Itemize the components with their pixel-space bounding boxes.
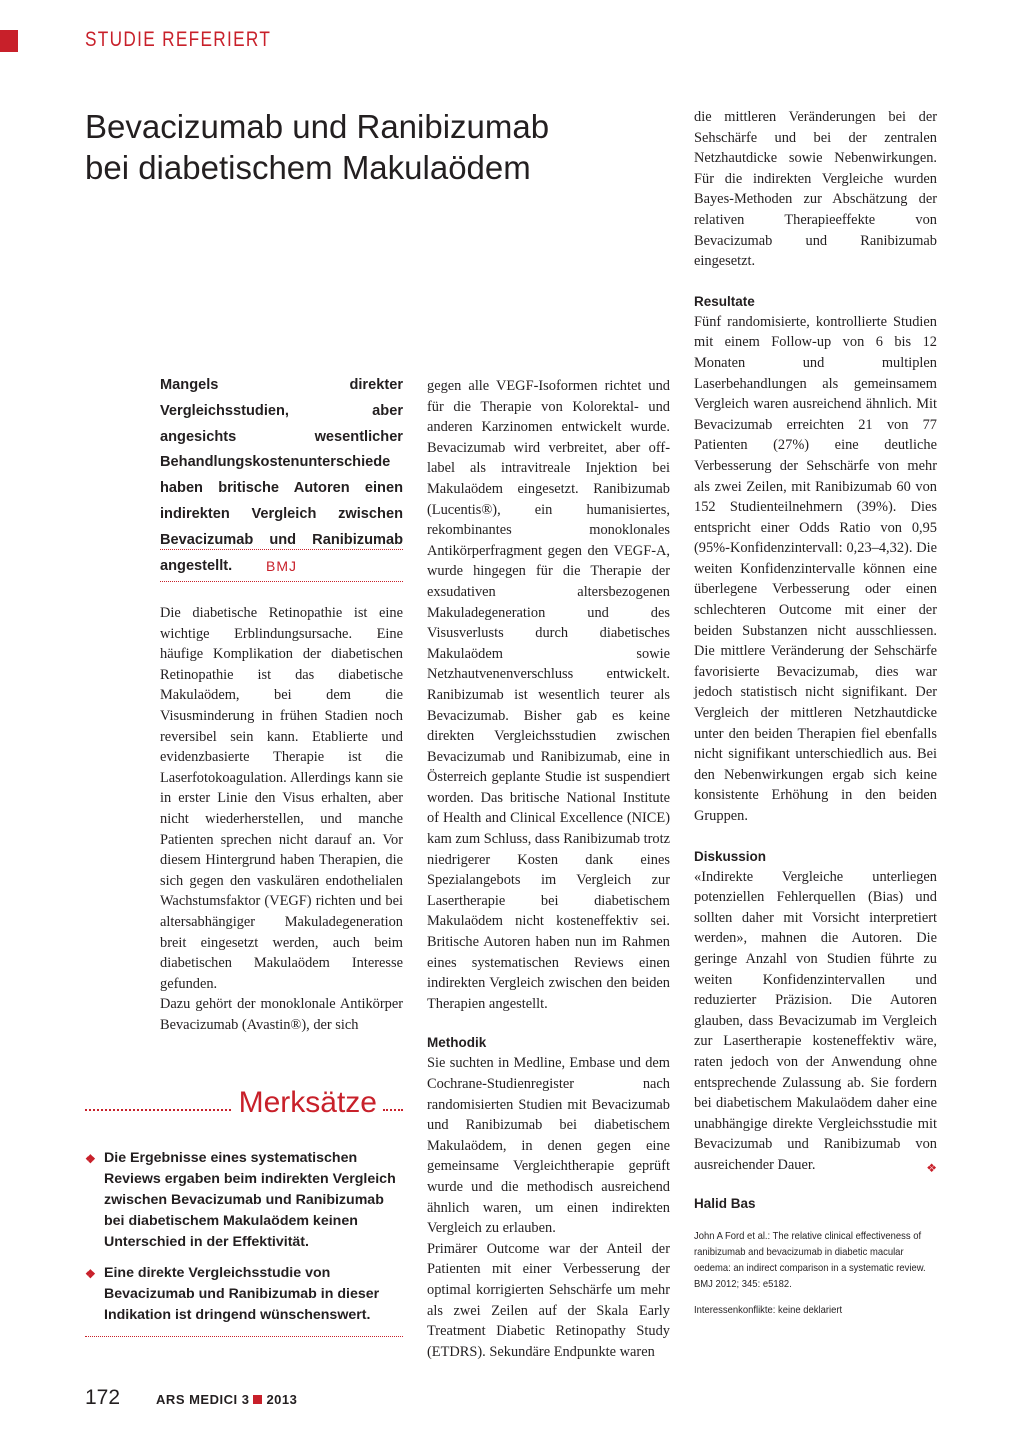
title-line-2: bei diabetischem Makulaödem: [85, 149, 531, 186]
body-paragraph: gegen alle VEGF-Isoformen richtet und für die Therapie von Kolorektal- und anderen Karzinomen entwickelt wurde. Bevacizumab wird verbreitet, aber off-label als intravitreale Injektion bei Makulaödem eingesetzt. Ranibizumab (Lucentis®), ein humanisiertes, rekombinantes monoklonales Antikörperfragment gegen den VEGF-A, wurde hingegen für die Therapie der exsudativen altersbezogenen Makuladegeneration und des Visusverlusts durch diabetisches Makulaödem sowie Netzhautvenenverschluss entwickelt. Ranibizumab ist wesentlich teurer als Bevacizumab. Bisher gab es keine direkten Vergleichsstudien zwischen Bevacizumab und Ranibizumab, eine in Österreich geplante Studie ist suspendiert worden. Das britische National Institute of Health and Clinical Excellence (NICE) kam zum Schluss, dass Ranibizumab trotz niedrigerer Kosten dank eines Spezialangebots im Vergleich zur Lasertherapie bei diabetischem Makulaödem nicht kosteneffektiv sei. Britische Autoren haben nun im Rahmen eines systematischen Reviews einen indirekten Vergleich zwischen den beiden Therapien angestellt.: [427, 378, 671, 1012]
body-paragraph: die mittleren Veränderungen bei der Sehschärfe und bei der zentralen Netzhautdicke sowie Nebenwirkungen. Für die indirekten Vergleiche wurden Bayes-Methoden zur Abschätzung der relativen Therapieeffekte von Bevacizumab und Ranibizumab eingesetzt.: [694, 109, 937, 270]
body-paragraph: [694, 867, 937, 1176]
column-1: [160, 603, 403, 1035]
title-line-1: Bevacizumab und Ranibizumab: [85, 108, 550, 145]
body-paragraph: Fünf randomisierte, kontrollierte Studien mit einem Follow-up von 6 bis 12 Monaten und multiplen Laserbehandlungen als gemeinsamem Vergleich waren ausreichend ähnlich. Mit Bevacizumab erreichten 21 von 77 Patienten (27%) eine deutliche Verbesserung der Sehschärfe von mehr als zwei Zeilen, mit Ranibizumab 60 von 152 Studienteilnehmern (39%). Dies entspricht einer Odds Ratio von 0,95 (95%-Konfidenzintervall: 0,23–4,32). Die weiten Konfidenzintervalle können eine überlegene Verbesserung oder einen schlechteren Outcome mit einer der beiden Substanzen nicht ausschliessen. Die mittlere Veränderung der Sehschärfe favorisierte Bevacizumab, dies war jedoch statistisch nicht signifikant. Der Vergleich der mittleren Netzhautdicke unter den beiden Therapien fiel ebenfalls nicht signifikant unterschiedlich aus. Bei den Nebenwirkungen ergab sich keine konsistente Erhöhung in den beiden Gruppen.: [694, 313, 937, 824]
source-label: BMJ: [266, 558, 297, 574]
end-mark-icon: ❖: [926, 1160, 937, 1175]
divider: [85, 1109, 231, 1111]
list-item: [85, 1148, 403, 1253]
discussion-text: «Indirekte Vergleiche unterliegen potenziellen Fehlerquellen (Bias) und sollten daher mit Vorsicht interpretiert werden», mahnen die Autoren. Die geringe Anzahl von Studien führte zu weiten Konfidenzintervallen und reduzierter Präzision. Die Autoren glauben, dass Bevacizumab im Vergleich zur Lasertherapie kosteneffektiv wäre, raten jedoch von der Anwendung ohne entsprechende Zulassung ab. Sie fordern bei diabetischem Makulaödem daher eine unabhängige direkte Vergleichsstudie mit Bevacizumab und Ranibizumab von ausreichender Dauer.: [694, 868, 937, 1173]
lead-paragraph: Mangels direkter Vergleichsstudien, aber angesichts wesentlicher Behandlungskostenunterschiede haben britische Autoren einen indirekten Vergleich zwischen Bevacizumab und Ranibizumab angestellt.: [160, 377, 403, 574]
column-3: [694, 107, 937, 1318]
page-footer: [85, 1386, 297, 1410]
page-number: 172: [85, 1386, 121, 1409]
list-item-text: Eine direkte Vergleichsstudie von Bevacizumab und Ranibizumab in dieser Indikation ist dringend wünschenswert.: [104, 1265, 380, 1323]
merksaetze-header: [85, 1086, 403, 1120]
list-item-text: Die Ergebnisse eines systematischen Reviews ergaben beim indirekten Vergleich zwischen Bevacizumab und Ranibizumab bei diabetischem Makulaödem keinen Unterschied in der Effektivität.: [104, 1150, 396, 1250]
conflict-of-interest: Interessenkonflikte: keine deklariert: [694, 1304, 843, 1317]
divider: [160, 581, 403, 582]
section-heading-diskussion: Diskussion: [694, 848, 767, 864]
section-marker: [0, 30, 18, 52]
body-paragraph: Die diabetische Retinopathie ist eine wichtige Erblindungsursache. Eine häufige Komplikation der diabetischen Retinopathie ist das diabetische Makulaödem, bei dem die Visusminderung in frühen Stadien noch reversibel sein kann. Etablierte und evidenzbasierte Therapie ist die Laserfotokoagulation. Allerdings kann sie in erster Linie den Visus erhalten, aber nicht wiederherstellen, und manche Patienten sprechen nicht darauf an. Vor diesem Hintergrund haben Therapien, die sich gegen den vaskulären endothelialen Wachstumsfaktor (VEGF) richten und bei altersabhängiger Makuladegeneration breit eingesetzt werden, auch beim diabetischen Makulaödem Interesse gefunden.: [160, 605, 403, 992]
section-heading-methodik: Methodik: [427, 1035, 487, 1051]
square-icon: [253, 1395, 262, 1404]
column-2: [427, 376, 670, 1362]
section-label: STUDIE REFERIERT: [85, 28, 272, 51]
body-paragraph: Sie suchten in Medline, Embase und dem Cochrane-Studienregister nach randomisierten Studien mit Bevacizumab und Ranibizumab bei diabetischem Makulaödem, in denen gegen eine gemeinsame Vergleichtherapie geprüft wurde und die methodisch ausreichend ähnlich waren, um einen indirekten Vergleich zu erlauben.: [427, 1055, 670, 1237]
diamond-bullet-icon: ❖: [85, 1267, 96, 1281]
section-heading-resultate: Resultate: [694, 293, 755, 309]
body-paragraph: Primärer Outcome war der Anteil der Patienten mit einer Verbesserung der optimal korrigierten Sehschärfe um mehr als zwei Zeilen auf der Skala Early Treatment Diabetic Retinopathy Study (ETDRS). Sekundäre Endpunkte waren: [427, 1240, 670, 1360]
journal-year: 2013: [266, 1392, 298, 1407]
journal-name: ARS MEDICI 3: [156, 1392, 250, 1407]
author-name: Halid Bas: [694, 1195, 756, 1211]
reference: John A Ford et al.: The relative clinical effectiveness of ranibizumab and bevacizumab in diabetic macular oedema: an indirect comparison in a systematic review. BMJ 2012; 345: e5182.: [694, 1230, 926, 1291]
divider: [383, 1109, 403, 1111]
merksaetze-title: Merksätze: [238, 1086, 377, 1119]
list-item: [85, 1263, 403, 1326]
article-title: [85, 106, 605, 188]
diamond-bullet-icon: ❖: [85, 1152, 96, 1166]
divider: [85, 1336, 403, 1337]
merksaetze-list: [85, 1148, 403, 1336]
body-paragraph: Dazu gehört der monoklonale Antikörper Bevacizumab (Avastin®), der sich: [160, 996, 403, 1033]
divider: [160, 549, 403, 550]
